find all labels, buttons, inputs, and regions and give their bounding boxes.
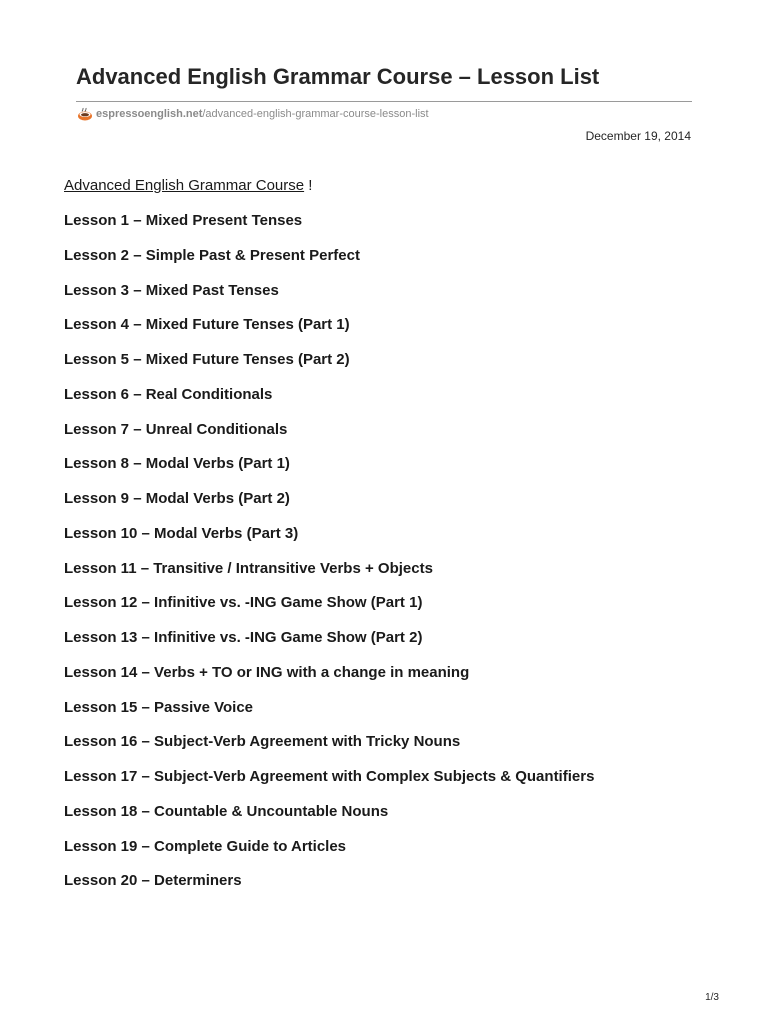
lesson-item[interactable]: Lesson 20 – Determiners [64,872,242,890]
page-title: Advanced English Grammar Course – Lesson List [76,64,600,89]
page-number: 1/3 [705,992,719,1003]
lesson-item[interactable]: Lesson 19 – Complete Guide to Articles [64,837,347,855]
lesson-list [64,210,594,905]
lesson-item[interactable]: Lesson 3 – Mixed Past Tenses [64,281,279,299]
lesson-item[interactable]: Lesson 6 – Real Conditionals [64,385,273,403]
lesson-item[interactable]: Lesson 9 – Modal Verbs (Part 2) [64,490,290,507]
lesson-item[interactable]: Lesson 12 – Infinitive vs. -ING Game Show (Part 1) [64,594,423,612]
source-domain: espressoenglish.net [96,108,203,120]
lesson-item[interactable]: Lesson 16 – Subject-Verb Agreement with Tricky Nouns [64,733,461,751]
lesson-item[interactable]: Lesson 1 – Mixed Present Tenses [64,212,303,229]
lesson-item[interactable]: Lesson 11 – Transitive / Intransitive Verbs + Objects [64,559,433,577]
course-intro [64,177,312,194]
course-link[interactable]: Advanced English Grammar Course [64,177,305,194]
lesson-item[interactable]: Lesson 15 – Passive Voice [64,698,254,716]
lesson-item[interactable]: Lesson 14 – Verbs + TO or ING with a change in meaning [64,663,470,681]
course-intro-suffix: ! [304,177,313,194]
source-path: /advanced-english-grammar-course-lesson-list [202,108,429,120]
lesson-item[interactable]: Lesson 18 – Countable & Uncountable Nouns [64,802,389,820]
source-url[interactable] [77,106,429,122]
title-divider [76,101,692,102]
lesson-item[interactable]: Lesson 2 – Simple Past & Present Perfect [64,246,360,264]
lesson-item[interactable]: Lesson 8 – Modal Verbs (Part 1) [64,455,290,473]
lesson-item[interactable]: Lesson 10 – Modal Verbs (Part 3) [64,524,299,542]
lesson-item[interactable]: Lesson 13 – Infinitive vs. -ING Game Show (Part 2) [64,629,423,646]
coffee-cup-icon [77,106,93,122]
lesson-item[interactable]: Lesson 4 – Mixed Future Tenses (Part 1) [64,316,350,334]
lesson-item[interactable]: Lesson 17 – Subject-Verb Agreement with Complex Subjects & Quantifiers [64,768,595,785]
lesson-item[interactable]: Lesson 7 – Unreal Conditionals [64,420,288,438]
publish-date: December 19, 2014 [585,129,691,143]
lesson-item[interactable]: Lesson 5 – Mixed Future Tenses (Part 2) [64,351,350,368]
